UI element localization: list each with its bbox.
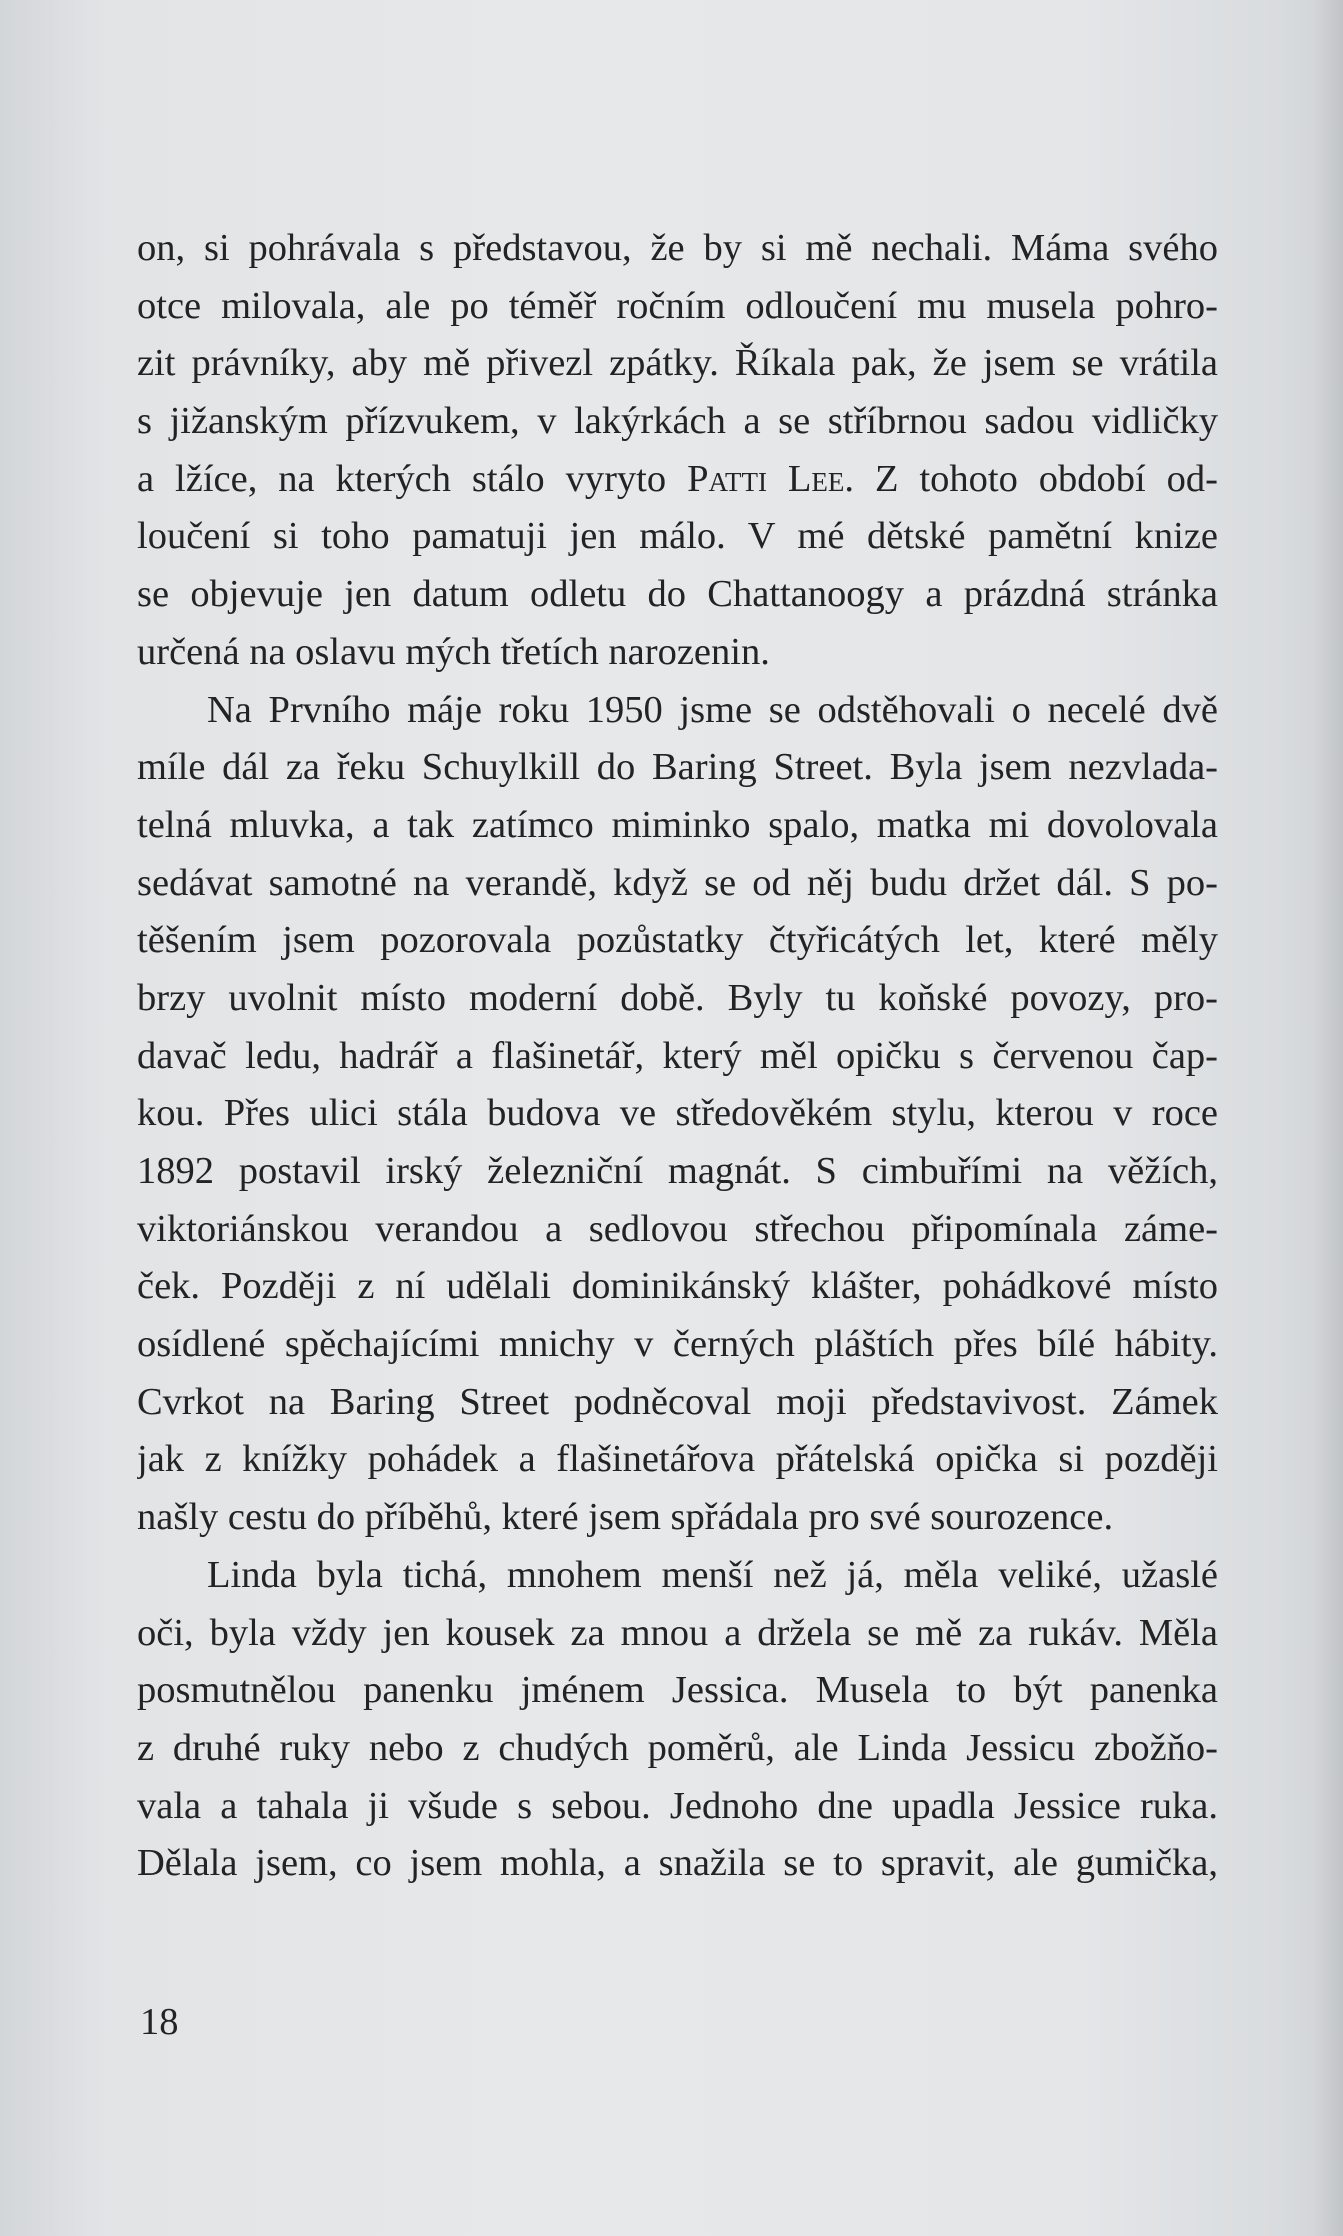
text-line: vala a tahala ji všude s sebou. Jednoho dne upadla Jessice ruka.	[137, 1784, 1218, 1827]
text-line: telná mluvka, a tak zatímco miminko spalo, matka mi dovolovala	[137, 803, 1218, 846]
text-line: on, si pohrávala s představou, že by si mě nechali. Máma svého	[137, 227, 1218, 269]
name-small-caps: Patti Lee	[687, 457, 845, 500]
text-line: 1892 postavil irský železniční magnát. S cimbuřími na věžích,	[137, 1150, 1218, 1192]
text-line: brzy uvolnit místo moderní době. Byly tu koňské povozy, pro-	[137, 976, 1218, 1019]
text-fragment: a lžíce, na kterých stálo vyryto	[137, 457, 688, 500]
text-line: osídlené spěchajícími mnichy v černých pláštích přes bílé hábity.	[137, 1323, 1218, 1366]
text-line: kou. Přes ulici stála budova ve středověkém stylu, kterou v roce	[137, 1092, 1218, 1135]
paragraph-start-line: Linda byla tichá, mnohem menší než já, měla veliké, užaslé	[207, 1553, 1218, 1596]
text-line: Dělala jsem, co jsem mohla, a snažila se to spravit, ale gumička,	[137, 1842, 1218, 1885]
text-line: míle dál za řeku Schuylkill do Baring Street. Byla jsem nezvlada-	[137, 746, 1218, 789]
text-line: zit právníky, aby mě přivezl zpátky. Říkala pak, že jsem se vrátila	[137, 342, 1218, 385]
text-line: určená na oslavu mých třetích narozenin.	[137, 630, 770, 673]
text-line: loučení si toho pamatuji jen málo. V mé dětské pamětní knize	[137, 515, 1218, 558]
text-line: z druhé ruky nebo z chudých poměrů, ale Linda Jessicu zbožňo-	[137, 1726, 1218, 1769]
text-line: jak z knížky pohádek a flašinetářova přátelská opička si později	[137, 1438, 1218, 1481]
text-line: se objevuje jen datum odletu do Chattanoogy a prázdná stránka	[137, 573, 1218, 616]
text-line: otce milovala, ale po téměř ročním odloučení mu musela pohro-	[137, 284, 1218, 327]
text-line: sedávat samotné na verandě, když se od něj budu držet dál. S po-	[137, 861, 1218, 904]
page-edge-shadow	[1313, 0, 1343, 2236]
text-line	[137, 451, 1218, 509]
text-line: ček. Později z ní udělali dominikánský klášter, pohádkové místo	[137, 1265, 1218, 1308]
text-line: davač ledu, hadrář a flašinetář, který měl opičku s červenou čap-	[137, 1034, 1218, 1077]
text-line: posmutnělou panenku jménem Jessica. Musela to být panenka	[137, 1669, 1218, 1712]
text-line: našly cestu do příběhů, které jsem spřádala pro své sourozence.	[137, 1496, 1114, 1539]
body-text	[137, 220, 1218, 1893]
text-line: těšením jsem pozorovala pozůstatky čtyřicátých let, které měly	[137, 919, 1218, 962]
text-line: oči, byla vždy jen kousek za mnou a držela se mě za rukáv. Měla	[137, 1611, 1218, 1654]
text-line: viktoriánskou verandou a sedlovou střechou připomínala záme-	[137, 1207, 1218, 1250]
text-line: s jižanským přízvukem, v lakýrkách a se stříbrnou sadou vidličky	[137, 400, 1218, 443]
text-fragment: . Z tohoto období od-	[844, 457, 1218, 500]
text-line: Cvrkot na Baring Street podněcoval moji představivost. Zámek	[137, 1380, 1218, 1423]
paragraph-start-line: Na Prvního máje roku 1950 jsme se odstěhovali o necelé dvě	[207, 688, 1218, 731]
page-number: 18	[140, 2001, 179, 2043]
